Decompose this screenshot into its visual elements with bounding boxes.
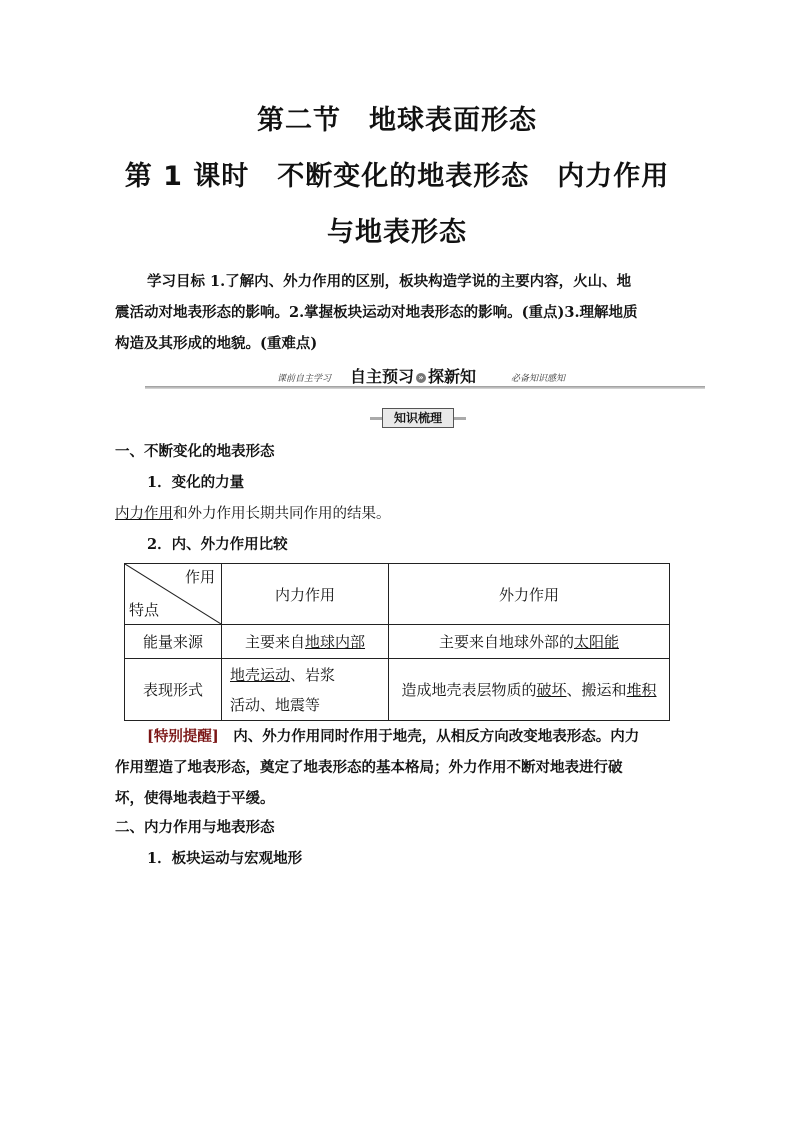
cell-internal-form	[222, 659, 389, 721]
banner-left-caption: 课前自主学习	[277, 374, 332, 384]
comparison-table	[124, 563, 670, 721]
header-external: 外力作用	[389, 564, 670, 625]
lesson-title: 第 1 课时 不断变化的地表形态 内力作用	[124, 161, 670, 192]
cell-text: 、岩浆	[290, 665, 336, 684]
banner-main-title	[350, 364, 476, 387]
section1-heading: 一、不断变化的地表形态	[115, 443, 275, 460]
table-row	[125, 659, 670, 721]
section2-sub1: 1．板块运动与宏观地形	[147, 850, 303, 867]
knowledge-badge	[370, 408, 466, 428]
header-internal: 内力作用	[222, 564, 389, 625]
objectives-text-3: 构造及其形成的地貌。(重难点)	[115, 335, 318, 352]
objectives-text-2: 震活动对地表形态的影响。2.掌握板块运动对地表形态的影响。(重点)3.理解地质	[115, 304, 638, 321]
banner-right-caption: 必备知识感知	[511, 374, 566, 384]
cell-text: 、搬运和	[566, 681, 627, 699]
reminder-text-3: 坏，使得地表趋于平缓。	[115, 790, 275, 807]
row-label-form: 表现形式	[125, 659, 222, 721]
cell-text: 主要来自地球外部的	[438, 633, 574, 651]
underlined-term: 破坏	[536, 681, 567, 699]
underlined-term: 地球内部	[305, 633, 366, 651]
reminder-text-1: 内、外力作用同时作用于地壳，从相反方向改变地表形态。内力	[218, 728, 640, 745]
banner-main-b: 探新知	[428, 367, 477, 386]
table-row	[125, 625, 670, 659]
underlined-term: 地壳运动	[230, 665, 291, 684]
paragraph-rest: 和外力作用长期共同作用的结果。	[173, 506, 391, 522]
underlined-term: 太阳能	[574, 633, 620, 651]
learning-objectives	[115, 266, 681, 359]
underlined-term: 内力作用	[115, 506, 173, 522]
section1-sub2: 2．内、外力作用比较	[147, 536, 288, 553]
reminder-tag: [特别提醒]	[147, 728, 219, 745]
cell-text: 主要来自	[244, 633, 305, 651]
special-reminder	[115, 721, 681, 814]
underlined-term: 堆积	[626, 681, 657, 699]
table-header-row	[125, 564, 670, 625]
cell-external-energy	[389, 625, 670, 659]
objectives-label: 学习目标	[147, 273, 205, 290]
corner-top-label: 作用	[184, 568, 215, 586]
cell-text: 造成地壳表层物质的	[401, 681, 537, 699]
row-label-energy: 能量来源	[125, 625, 222, 659]
cell-text: 活动、地震等	[230, 695, 321, 714]
corner-cell	[125, 564, 222, 625]
section1-paragraph	[115, 502, 391, 523]
reminder-text-2: 作用塑造了地表形态，奠定了地表形态的基本格局；外力作用不断对地表进行破	[115, 759, 623, 776]
preview-banner	[145, 366, 705, 390]
arrow-icon: »	[416, 373, 426, 383]
section1-sub1: 1．变化的力量	[147, 474, 245, 491]
corner-bottom-label: 特点	[129, 601, 160, 619]
cell-external-form	[389, 659, 670, 721]
section2-heading: 二、内力作用与地表形态	[115, 819, 275, 836]
banner-main-a: 自主预习	[350, 367, 415, 386]
cell-internal-energy	[222, 625, 389, 659]
objectives-text-1: 1.了解内、外力作用的区别，板块构造学说的主要内容，火山、地	[205, 273, 632, 290]
lesson-title-continued: 与地表形态	[327, 217, 467, 248]
badge-label: 知识梳理	[382, 408, 454, 428]
section-title: 第二节 地球表面形态	[257, 105, 537, 136]
